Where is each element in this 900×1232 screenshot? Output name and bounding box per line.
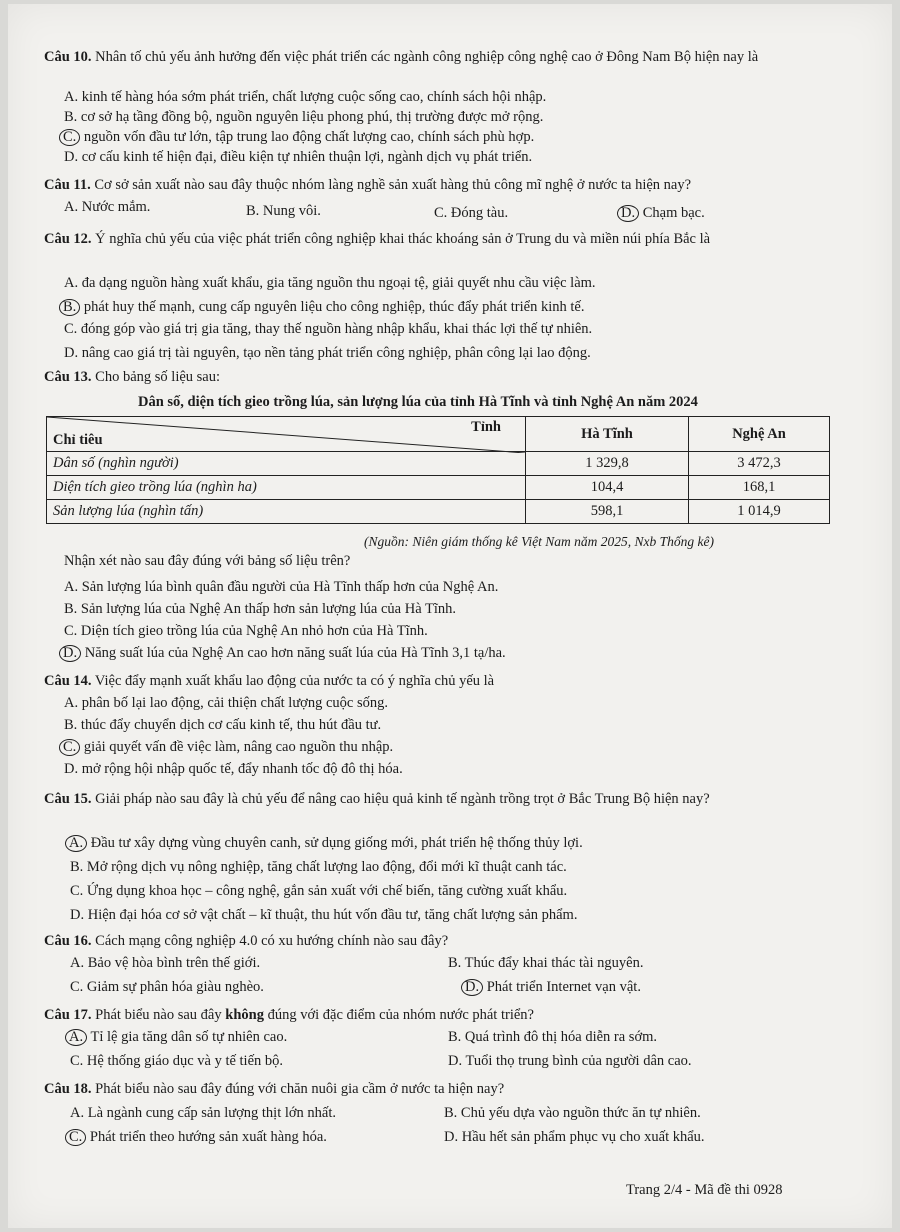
option-text: Chạm bạc. bbox=[642, 205, 705, 221]
circled-answer-mark: B. bbox=[59, 299, 80, 316]
question-label: Câu 11. bbox=[44, 177, 91, 193]
option-key: C. bbox=[70, 1053, 84, 1069]
option-key: A. bbox=[64, 579, 79, 595]
column-header bbox=[689, 417, 830, 452]
question-17-stem bbox=[44, 1006, 834, 1024]
table-cell: 3 472,3 bbox=[689, 452, 830, 476]
circled-answer-mark: C. bbox=[59, 739, 80, 756]
option-11b bbox=[246, 202, 321, 220]
circled-answer-mark: A. bbox=[65, 1029, 87, 1046]
option-text: nguồn vốn đầu tư lớn, tập trung lao động chất lượng cao, chính sách phù hợp. bbox=[83, 129, 535, 145]
option-key: A. bbox=[70, 1105, 85, 1121]
option-key: C. bbox=[70, 883, 84, 899]
question-text: Cho bảng số liệu sau: bbox=[95, 369, 221, 385]
option-12b bbox=[64, 298, 584, 316]
row-label bbox=[47, 476, 526, 500]
option-14a bbox=[64, 694, 388, 712]
option-10c bbox=[64, 128, 534, 146]
option-text: Sản lượng lúa bình quân đầu người của Hà Tĩnh thấp hơn của Nghệ An. bbox=[81, 579, 499, 595]
data-table bbox=[46, 416, 830, 524]
option-16a bbox=[70, 954, 260, 972]
option-text: cơ sở hạ tầng đồng bộ, nguồn nguyên liệu phong phú, thị trường được mở rộng. bbox=[80, 109, 544, 125]
option-text: cơ cấu kinh tế hiện đại, điều kiện tự nhiên thuận lợi, ngành dịch vụ phát triển. bbox=[81, 149, 533, 165]
option-10b bbox=[64, 108, 543, 126]
option-key: B. bbox=[70, 859, 84, 875]
option-17b bbox=[448, 1028, 657, 1046]
question-label: Câu 17. bbox=[44, 1007, 92, 1023]
question-label: Câu 13. bbox=[44, 369, 92, 385]
table-row bbox=[47, 452, 830, 476]
question-label: Câu 10. bbox=[44, 49, 92, 65]
option-text: nâng cao giá trị tài nguyên, tạo nền tảng phát triển công nghiệp, phân công lại lao động. bbox=[81, 345, 591, 361]
circled-answer-mark: C. bbox=[65, 1129, 86, 1146]
corner-label-bottom: Chỉ tiêu bbox=[53, 432, 103, 448]
option-15c bbox=[70, 882, 567, 900]
option-key: B. bbox=[246, 203, 260, 219]
option-13d bbox=[64, 644, 506, 662]
option-16b bbox=[448, 954, 643, 972]
question-13-stem bbox=[44, 368, 834, 386]
table-title: Dân số, diện tích gieo trồng lúa, sản lượng lúa của tỉnh Hà Tĩnh và tỉnh Nghệ An năm 2024 bbox=[138, 394, 698, 410]
question-text: Giải pháp nào sau đây là chủ yếu để nâng cao hiệu quả kinh tế ngành trồng trọt ở Bắc Trung Bộ hiện nay? bbox=[95, 791, 710, 807]
corner-label-top: Tỉnh bbox=[471, 419, 501, 435]
question-label: Câu 12. bbox=[44, 231, 92, 247]
option-key: B. bbox=[64, 109, 78, 125]
option-key: A. bbox=[64, 275, 79, 291]
option-18a bbox=[70, 1104, 336, 1122]
page-footer: Trang 2/4 - Mã đề thi 0928 bbox=[626, 1182, 783, 1198]
table-cell: 598,1 bbox=[526, 500, 689, 524]
option-13a bbox=[64, 578, 498, 596]
option-11d bbox=[622, 204, 705, 222]
option-18b bbox=[444, 1104, 701, 1122]
option-18d bbox=[444, 1128, 705, 1146]
row-label bbox=[47, 452, 526, 476]
question-16-stem bbox=[44, 932, 834, 950]
question-text: đúng với đặc điểm của nhóm nước phát triển? bbox=[267, 1007, 534, 1023]
option-key: D. bbox=[64, 149, 79, 165]
question-text-emphasis: không bbox=[225, 1007, 264, 1023]
option-text: Là ngành cung cấp sản lượng thịt lớn nhất. bbox=[87, 1105, 337, 1121]
option-text: Hệ thống giáo dục và y tế tiến bộ. bbox=[86, 1053, 284, 1069]
option-text: Quá trình đô thị hóa diễn ra sớm. bbox=[464, 1029, 658, 1045]
option-text: phát huy thế mạnh, cung cấp nguyên liệu cho công nghiệp, thúc đẩy phát triển kinh tế. bbox=[83, 299, 585, 315]
option-14b bbox=[64, 716, 381, 734]
question-text: Việc đẩy mạnh xuất khẩu lao động của nước ta có ý nghĩa chủ yếu là bbox=[94, 673, 495, 689]
option-text: kinh tế hàng hóa sớm phát triển, chất lượng cuộc sống cao, chính sách hội nhập. bbox=[81, 89, 547, 105]
table-source: (Nguồn: Niên giám thống kê Việt Nam năm 2025, Nxb Thống kê) bbox=[364, 534, 714, 549]
option-key: A. bbox=[70, 955, 85, 971]
option-text: thúc đẩy chuyển dịch cơ cấu kinh tế, thu hút đầu tư. bbox=[80, 717, 382, 733]
option-text: phân bố lại lao động, cải thiện chất lượng cuộc sống. bbox=[81, 695, 388, 711]
option-15d bbox=[70, 906, 577, 924]
option-14d bbox=[64, 760, 403, 778]
option-18c bbox=[70, 1128, 327, 1146]
option-12a bbox=[64, 274, 596, 292]
question-11-stem bbox=[44, 176, 864, 194]
question-13-prompt: Nhận xét nào sau đây đúng với bảng số liệu trên? bbox=[64, 553, 351, 569]
option-16c bbox=[70, 978, 264, 996]
option-key: D. bbox=[448, 1053, 463, 1069]
column-header-text: Nghệ An bbox=[732, 425, 786, 442]
option-11c bbox=[434, 204, 508, 222]
option-text: mở rộng hội nhập quốc tế, đẩy nhanh tốc độ đô thị hóa. bbox=[81, 761, 403, 777]
table-cell: 168,1 bbox=[689, 476, 830, 500]
option-text: Tuổi thọ trung bình của người dân cao. bbox=[465, 1053, 692, 1069]
option-10d bbox=[64, 148, 532, 166]
option-16d bbox=[466, 978, 641, 996]
option-key: B. bbox=[448, 955, 462, 971]
row-label-text: Dân số (nghìn người) bbox=[53, 455, 179, 471]
option-17c bbox=[70, 1052, 283, 1070]
option-text: Thúc đẩy khai thác tài nguyên. bbox=[464, 955, 644, 971]
option-text: Bảo vệ hòa bình trên thế giới. bbox=[87, 955, 261, 971]
option-14c bbox=[64, 738, 393, 756]
table-row bbox=[47, 476, 830, 500]
option-text: giải quyết vấn đề việc làm, nâng cao nguồn thu nhập. bbox=[83, 739, 394, 755]
question-label: Câu 16. bbox=[44, 933, 92, 949]
option-text: Hầu hết sản phẩm phục vụ cho xuất khẩu. bbox=[461, 1129, 705, 1145]
option-text: Đóng tàu. bbox=[450, 205, 509, 221]
option-text: đa dạng nguồn hàng xuất khẩu, gia tăng nguồn thu ngoại tệ, giải quyết nhu cầu việc làm. bbox=[81, 275, 596, 291]
circled-answer-mark: D. bbox=[461, 979, 483, 996]
question-18-stem bbox=[44, 1080, 834, 1098]
option-key: A. bbox=[64, 695, 79, 711]
option-12c bbox=[64, 320, 592, 338]
table-header-row bbox=[47, 417, 830, 452]
table-cell: 104,4 bbox=[526, 476, 689, 500]
diagonal-divider bbox=[47, 417, 525, 453]
option-text: Chủ yếu dựa vào nguồn thức ăn tự nhiên. bbox=[460, 1105, 701, 1121]
option-key: D. bbox=[64, 761, 79, 777]
circled-answer-mark: C. bbox=[59, 129, 80, 146]
option-text: đóng góp vào giá trị gia tăng, thay thế nguồn hàng nhập khẩu, khai thác lợi thế tự nhiên. bbox=[80, 321, 593, 337]
option-15b bbox=[70, 858, 567, 876]
option-key: C. bbox=[434, 205, 448, 221]
option-key: D. bbox=[70, 907, 85, 923]
row-label bbox=[47, 500, 526, 524]
question-text: Phát biểu nào sau đây đúng với chăn nuôi gia cầm ở nước ta hiện nay? bbox=[95, 1081, 505, 1097]
option-13c bbox=[64, 622, 428, 640]
option-key: D. bbox=[64, 345, 79, 361]
question-12-stem bbox=[44, 230, 834, 248]
option-text: Nung vôi. bbox=[262, 203, 321, 219]
option-text: Mở rộng dịch vụ nông nghiệp, tăng chất lượng lao động, đổi mới kĩ thuật canh tác. bbox=[86, 859, 567, 875]
option-key: B. bbox=[64, 717, 78, 733]
column-header-text: Hà Tĩnh bbox=[581, 425, 633, 442]
option-12d bbox=[64, 344, 591, 362]
question-text: Ý nghĩa chủ yếu của việc phát triển công nghiệp khai thác khoáng sản ở Trung du và miền núi phía Bắc là bbox=[95, 231, 711, 247]
circled-answer-mark: D. bbox=[59, 645, 81, 662]
question-14-stem bbox=[44, 672, 834, 690]
option-text: Ứng dụng khoa học – công nghệ, gắn sản xuất với chế biến, tăng cường xuất khẩu. bbox=[86, 883, 568, 899]
option-text: Nước mắm. bbox=[81, 199, 151, 215]
option-key: A. bbox=[64, 199, 79, 215]
question-text: Cơ sở sản xuất nào sau đây thuộc nhóm làng nghề sản xuất hàng thủ công mĩ nghệ ở nước ta hiện nay? bbox=[94, 177, 692, 193]
question-label: Câu 14. bbox=[44, 673, 92, 689]
option-key: C. bbox=[64, 623, 78, 639]
option-17a bbox=[70, 1028, 287, 1046]
question-text: Nhân tố chủ yếu ảnh hưởng đến việc phát triển các ngành công nghiệp công nghệ cao ở Đông Nam Bộ hiện nay là bbox=[95, 49, 759, 65]
option-key: B. bbox=[64, 601, 78, 617]
option-11a bbox=[64, 198, 150, 216]
option-key: B. bbox=[448, 1029, 462, 1045]
exam-page bbox=[8, 4, 892, 1228]
circled-answer-mark: A. bbox=[65, 835, 87, 852]
table-row bbox=[47, 500, 830, 524]
option-text: Đầu tư xây dựng vùng chuyên canh, sử dụng giống mới, phát triển hệ thống thủy lợi. bbox=[90, 835, 583, 851]
option-13b bbox=[64, 600, 456, 618]
table-cell: 1 329,8 bbox=[526, 452, 689, 476]
option-text: Hiện đại hóa cơ sở vật chất – kĩ thuật, thu hút vốn đầu tư, tăng chất lượng sản phẩm. bbox=[87, 907, 578, 923]
table-cell: 1 014,9 bbox=[689, 500, 830, 524]
option-key: C. bbox=[70, 979, 84, 995]
option-text: Tỉ lệ gia tăng dân số tự nhiên cao. bbox=[90, 1029, 288, 1045]
option-text: Diện tích gieo trồng lúa của Nghệ An nhỏ hơn của Hà Tĩnh. bbox=[80, 623, 428, 639]
question-15-stem bbox=[44, 790, 844, 808]
option-key: C. bbox=[64, 321, 78, 337]
option-key: D. bbox=[444, 1129, 459, 1145]
question-label: Câu 18. bbox=[44, 1081, 92, 1097]
row-label-text: Diện tích gieo trồng lúa (nghìn ha) bbox=[53, 479, 257, 495]
option-key: A. bbox=[64, 89, 79, 105]
option-text: Phát triển theo hướng sản xuất hàng hóa. bbox=[89, 1129, 327, 1145]
option-15a bbox=[70, 834, 583, 852]
column-header bbox=[526, 417, 689, 452]
question-text: Phát biểu nào sau đây bbox=[95, 1007, 222, 1023]
option-17d bbox=[448, 1052, 692, 1070]
option-text: Năng suất lúa của Nghệ An cao hơn năng suất lúa của Hà Tĩnh 3,1 tạ/ha. bbox=[84, 645, 506, 661]
circled-answer-mark: D. bbox=[617, 205, 639, 222]
option-text: Giảm sự phân hóa giàu nghèo. bbox=[86, 979, 264, 995]
question-label: Câu 15. bbox=[44, 791, 92, 807]
option-key: B. bbox=[444, 1105, 458, 1121]
option-10a bbox=[64, 88, 546, 106]
option-text: Sản lượng lúa của Nghệ An thấp hơn sản lượng lúa của Hà Tĩnh. bbox=[80, 601, 457, 617]
row-label-text: Sản lượng lúa (nghìn tấn) bbox=[53, 503, 204, 519]
question-text: Cách mạng công nghiệp 4.0 có xu hướng chính nào sau đây? bbox=[95, 933, 449, 949]
table-corner-cell bbox=[47, 417, 526, 452]
option-text: Phát triển Internet vạn vật. bbox=[486, 979, 641, 995]
question-10-stem bbox=[44, 48, 834, 66]
